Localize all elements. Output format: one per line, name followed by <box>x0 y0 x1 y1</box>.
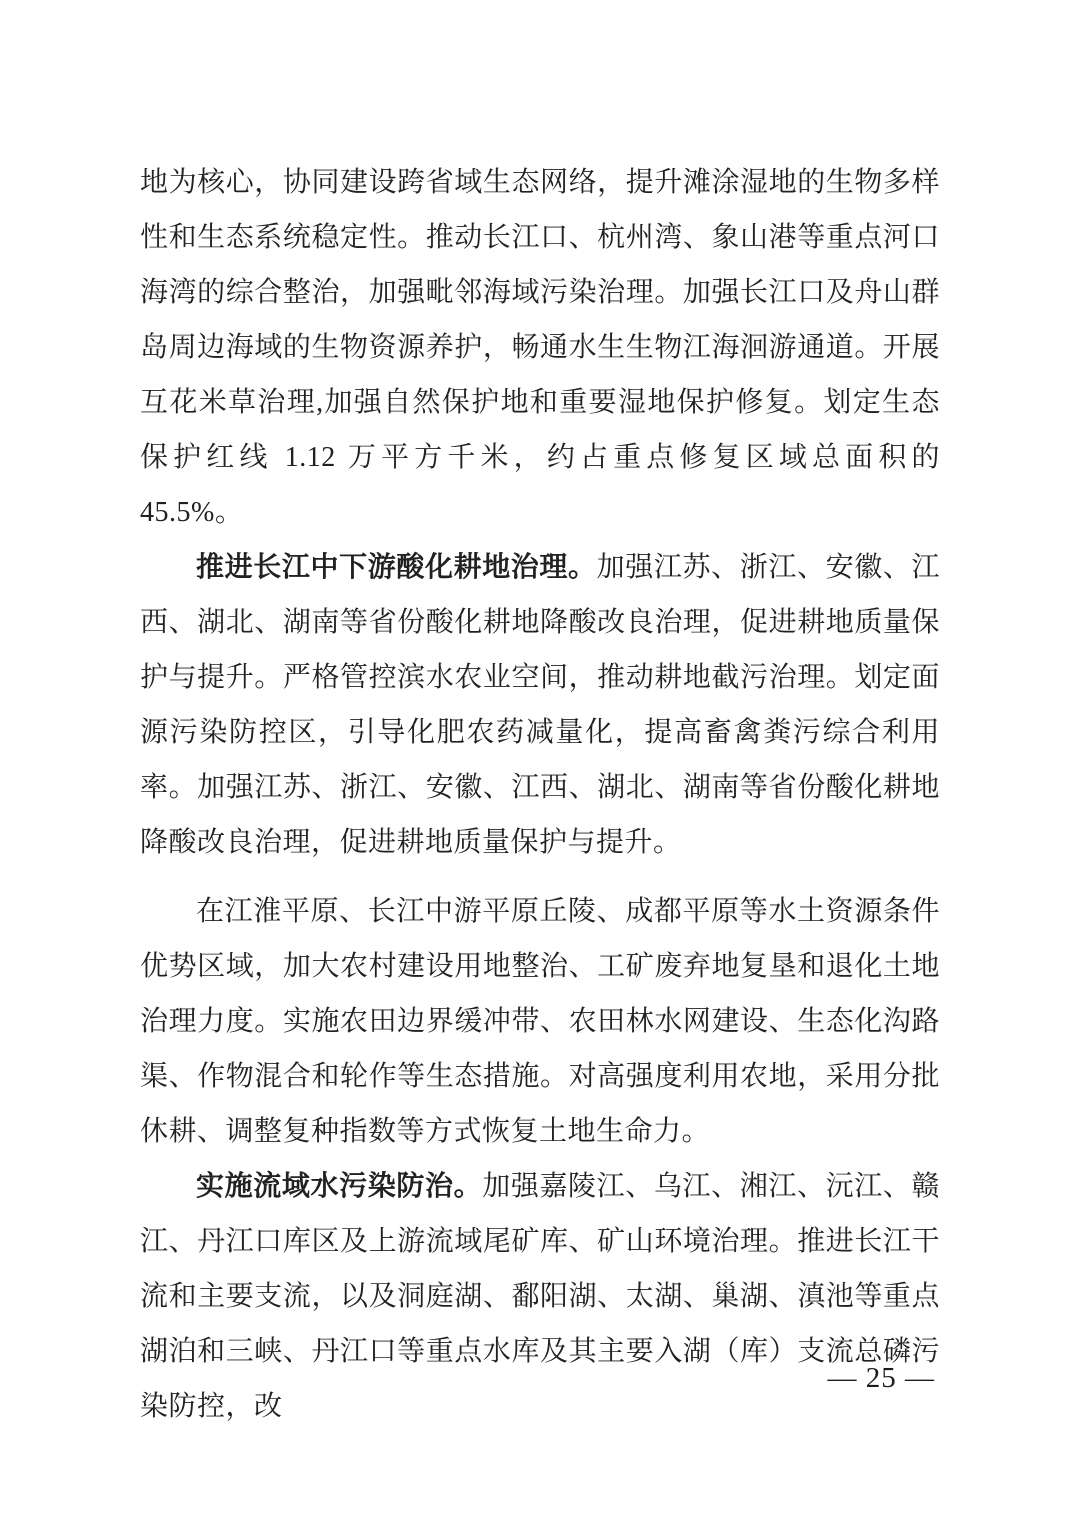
paragraph-text: 在江淮平原、长江中游平原丘陵、成都平原等水土资源条件优势区域，加大农村建设用地整治、工矿废弃地复垦和退化土地治理力度。实施农田边界缓冲带、农田林水网建设、生态化沟路渠、作物混合和轮作等生态措施。对高强度利用农地，采用分批休耕、调整复种指数等方式恢复土地生命力。 <box>140 896 940 1147</box>
page-number: — 25 — <box>827 1362 935 1394</box>
paragraph-text: 地为核心，协同建设跨省域生态网络，提升滩涂湿地的生物多样性和生态系统稳定性。推动长江口、杭州湾、象山港等重点河口海湾的综合整治，加强毗邻海域污染治理。加强长江口及舟山群岛周边海域的生物资源养护，畅通水生生物江海洄游通道。开展互花米草治理,加强自然保护地和重要湿地保护修复。划定生态保护红线 1.12 万平方千米，约占重点修复区域总面积的 45.5%。 <box>140 167 940 528</box>
document-body <box>140 155 940 1434</box>
paragraph-bold-lead: 实施流域水污染防治。 <box>196 1171 483 1202</box>
page-footer <box>828 1358 936 1398</box>
paragraph <box>140 884 940 1159</box>
paragraph <box>140 1159 940 1434</box>
paragraph-text: 加强嘉陵江、乌江、湘江、沅江、赣江、丹江口库区及上游流域尾矿库、矿山环境治理。推进长江干流和主要支流，以及洞庭湖、鄱阳湖、太湖、巢湖、滇池等重点湖泊和三峡、丹江口等重点水库及其主要入湖（库）支流总磷污染防控，改 <box>140 1171 940 1422</box>
paragraph <box>140 155 940 540</box>
paragraph-bold-lead: 推进长江中下游酸化耕地治理。 <box>196 552 597 583</box>
paragraph <box>140 540 940 870</box>
paragraph-text: 加强江苏、浙江、安徽、江西、湖北、湖南等省份酸化耕地降酸改良治理，促进耕地质量保护与提升。严格管控滨水农业空间，推动耕地截污治理。划定面源污染防控区，引导化肥农药减量化，提高畜禽粪污综合利用率。加强江苏、浙江、安徽、江西、湖北、湖南等省份酸化耕地降酸改良治理，促进耕地质量保护与提升。 <box>140 552 940 858</box>
